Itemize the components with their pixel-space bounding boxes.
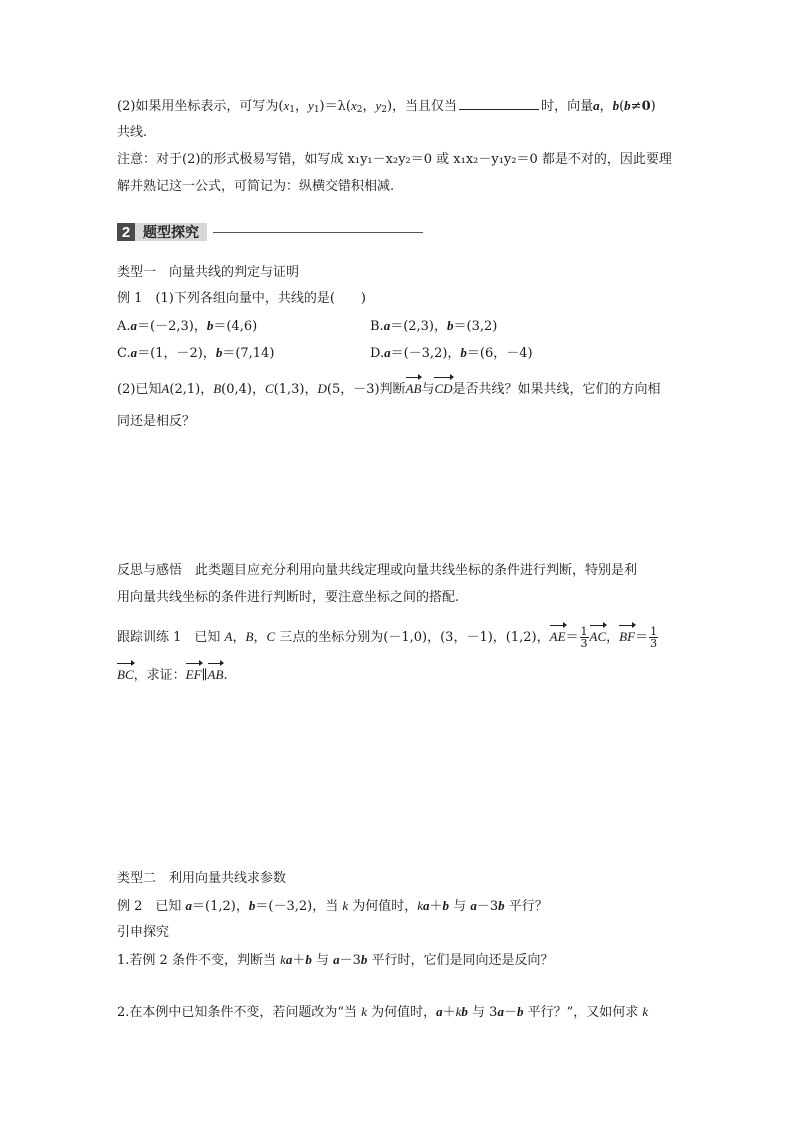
text: ≠ xyxy=(630,99,642,114)
vector-a: a xyxy=(436,1004,443,1019)
section-divider xyxy=(213,232,423,233)
vector-EF: EF xyxy=(185,667,202,682)
vector-AC: AC xyxy=(589,629,607,644)
text: 为何值时， xyxy=(366,1005,437,1020)
option-d xyxy=(370,344,533,363)
text: 三点的坐标分别为(－1,0)，(3，－1)，(1,2)， xyxy=(275,630,550,645)
vector-b: b xyxy=(206,318,214,333)
vector-b: b xyxy=(461,1004,468,1019)
example1-part2-line1 xyxy=(117,380,661,399)
option-a-value: ＝(－3,2)， xyxy=(390,346,461,361)
reflection-line-2: 用向量共线坐标的条件进行判断时，要注意坐标之间的搭配. xyxy=(117,590,460,605)
text: ， xyxy=(599,99,613,114)
text: 例 2 已知 xyxy=(117,899,186,914)
text: ＝(－3,2)，当 xyxy=(255,899,343,914)
var-k: k xyxy=(642,1004,649,1019)
subscript: 2 xyxy=(356,105,363,115)
text: ＋ xyxy=(292,953,306,968)
text: 2.在本例中已知条件不变，若问题改为“当 xyxy=(117,1005,362,1020)
text: － xyxy=(503,1005,517,1020)
vector-BF: BF xyxy=(619,629,636,644)
option-a-value: ＝(1，－2)， xyxy=(137,346,216,361)
option-letter: C. xyxy=(117,346,131,361)
vector-a: a xyxy=(470,898,477,913)
text: ) xyxy=(650,99,656,114)
vector-b: b xyxy=(516,1004,524,1019)
type2-heading: 类型二 利用向量共线求参数 xyxy=(117,871,287,886)
intro-line-1 xyxy=(117,97,656,119)
point-B: B xyxy=(245,629,254,644)
vector-AE: AE xyxy=(549,629,566,644)
text: ， xyxy=(606,630,620,645)
type1-heading: 类型一 向量共线的判定与证明 xyxy=(117,265,300,280)
option-b-value: ＝(3,2) xyxy=(453,319,498,334)
subscript: 1 xyxy=(313,105,320,115)
vector-b: b xyxy=(442,898,450,913)
text: ， xyxy=(362,99,376,114)
extension-question-1 xyxy=(117,951,554,970)
var-k: k xyxy=(280,952,286,967)
var-y: y xyxy=(375,98,382,113)
intro-line-2: 共线. xyxy=(117,125,148,140)
subscript: 1 xyxy=(289,105,296,115)
vector-b: b xyxy=(460,345,467,360)
text: 为何值时， xyxy=(348,899,418,914)
vector-CD: CD xyxy=(434,381,453,396)
var-x: x xyxy=(283,98,290,113)
training1-line2 xyxy=(117,666,228,685)
vector-b: b xyxy=(624,98,631,113)
point-D: D xyxy=(317,381,327,396)
extension-question-2 xyxy=(117,1003,648,1022)
text: (1,3)， xyxy=(273,382,318,397)
text: ， xyxy=(232,630,246,645)
option-b-value: ＝(7,14) xyxy=(222,346,275,361)
text: ＝(1,2)， xyxy=(192,899,249,914)
option-b-value: ＝(4,6) xyxy=(213,319,258,334)
text: )＝λ( xyxy=(319,99,351,114)
reflection-line-1: 反思与感悟 此类题目应充分利用向量共线定理或向量共线坐标的条件进行判断，特别是利 xyxy=(117,563,638,578)
text: 与 xyxy=(449,899,471,914)
text: ， xyxy=(253,630,267,645)
text: ＋ xyxy=(429,899,443,914)
zero-vector: 0 xyxy=(641,99,651,114)
text: 与 xyxy=(421,382,435,397)
vector-b: b xyxy=(498,898,505,913)
note-line-1: 注意：对于(2)的形式极易写错，如写成 x₁y₁－x₂y₂＝0 或 x₁x₂－y₁y₂＝0 都是不对的，因此要理 xyxy=(117,152,672,167)
point-C: C xyxy=(266,629,276,644)
denominator: 3 xyxy=(580,637,588,650)
vector-AB: AB xyxy=(207,667,224,682)
fraction-one-third xyxy=(649,626,658,649)
option-b-value: ＝(6，－4) xyxy=(466,346,533,361)
guide-heading: 引申探究 xyxy=(117,925,170,940)
vector-b: b xyxy=(305,952,312,967)
subscript: 2 xyxy=(381,105,387,115)
vector-AB: AB xyxy=(405,381,422,396)
text: ＝ xyxy=(635,630,649,645)
text: (5，－3)判断 xyxy=(326,382,406,397)
vector-a: a xyxy=(285,952,293,967)
text: 时，向量 xyxy=(541,99,594,114)
text: 跟踪训练 1 已知 xyxy=(117,630,225,645)
example1-part2-line2: 同还是相反？ xyxy=(117,414,196,429)
text: ， xyxy=(295,99,309,114)
section-title: 题型探究 xyxy=(135,223,207,241)
vector-b: b xyxy=(612,98,620,113)
var-x: x xyxy=(350,98,357,113)
note-line-2: 解并熟记这一公式，可简记为：纵横交错积相减. xyxy=(117,179,395,194)
option-a-value: ＝(－2,3)， xyxy=(137,319,207,334)
point-A: A xyxy=(224,629,233,644)
text: (2)如果用坐标表示，可写为( xyxy=(117,99,284,114)
text: 与 3 xyxy=(467,1005,498,1020)
numerator: 1 xyxy=(580,625,588,638)
text: 1.若例 2 条件不变，判断当 xyxy=(117,953,281,968)
text: －3 xyxy=(476,899,499,914)
vector-a: a xyxy=(497,1004,504,1019)
fraction-one-third xyxy=(580,626,589,649)
option-letter: B. xyxy=(370,319,384,334)
var-k: k xyxy=(455,1004,462,1019)
vector-a: a xyxy=(130,345,138,360)
vector-a: a xyxy=(384,345,391,360)
section-header xyxy=(117,222,423,242)
text: (0,4)， xyxy=(221,382,265,397)
vector-a: a xyxy=(593,98,600,113)
text: (2)已知 xyxy=(117,382,162,397)
vector-a: a xyxy=(383,318,391,333)
option-letter: A. xyxy=(117,319,131,334)
var-y: y xyxy=(308,98,314,113)
point-C: C xyxy=(264,381,274,396)
vector-b: b xyxy=(248,898,256,913)
vector-b: b xyxy=(447,318,454,333)
vector-a: a xyxy=(185,898,193,913)
text: 是否共线？如果共线，它们的方向相 xyxy=(452,382,661,397)
vector-b: b xyxy=(215,345,223,360)
vector-BC: BC xyxy=(117,667,134,682)
text: 平行？ xyxy=(504,899,548,914)
text: 平行时，它们是同向还是反向？ xyxy=(367,953,554,968)
vector-a: a xyxy=(130,318,138,333)
option-b xyxy=(370,317,497,336)
vector-b: b xyxy=(360,952,368,967)
option-c xyxy=(117,344,274,363)
text: 平行？”，又如何求 xyxy=(523,1005,643,1020)
example1-question: 例 1 (1)下列各组向量中，共线的是( ) xyxy=(117,291,366,306)
option-a-value: ＝(2,3)， xyxy=(390,319,448,334)
text: )，当且仅当 xyxy=(386,99,458,114)
text: ( xyxy=(619,99,625,114)
option-letter: D. xyxy=(370,346,385,361)
var-k: k xyxy=(417,898,424,913)
text: (2,1)， xyxy=(169,382,214,397)
vector-a: a xyxy=(423,898,430,913)
training1-line1 xyxy=(117,626,659,649)
text: －3 xyxy=(339,953,361,968)
denominator: 3 xyxy=(650,637,658,650)
text: 与 xyxy=(311,953,334,968)
numerator: 1 xyxy=(650,625,658,638)
text: . xyxy=(223,668,228,683)
var-k: k xyxy=(342,898,349,913)
parallel-symbol: ∥ xyxy=(201,668,208,683)
section-number: 2 xyxy=(117,223,135,241)
text: ，求证： xyxy=(133,668,186,683)
var-k: k xyxy=(361,1004,367,1019)
answer-blank[interactable] xyxy=(459,97,539,110)
example2-question xyxy=(117,897,548,916)
point-B: B xyxy=(213,381,222,396)
text: ＝ xyxy=(565,630,579,645)
point-A: A xyxy=(161,381,170,396)
option-a xyxy=(117,317,257,336)
text: ＋ xyxy=(442,1005,456,1020)
vector-a: a xyxy=(333,952,340,967)
